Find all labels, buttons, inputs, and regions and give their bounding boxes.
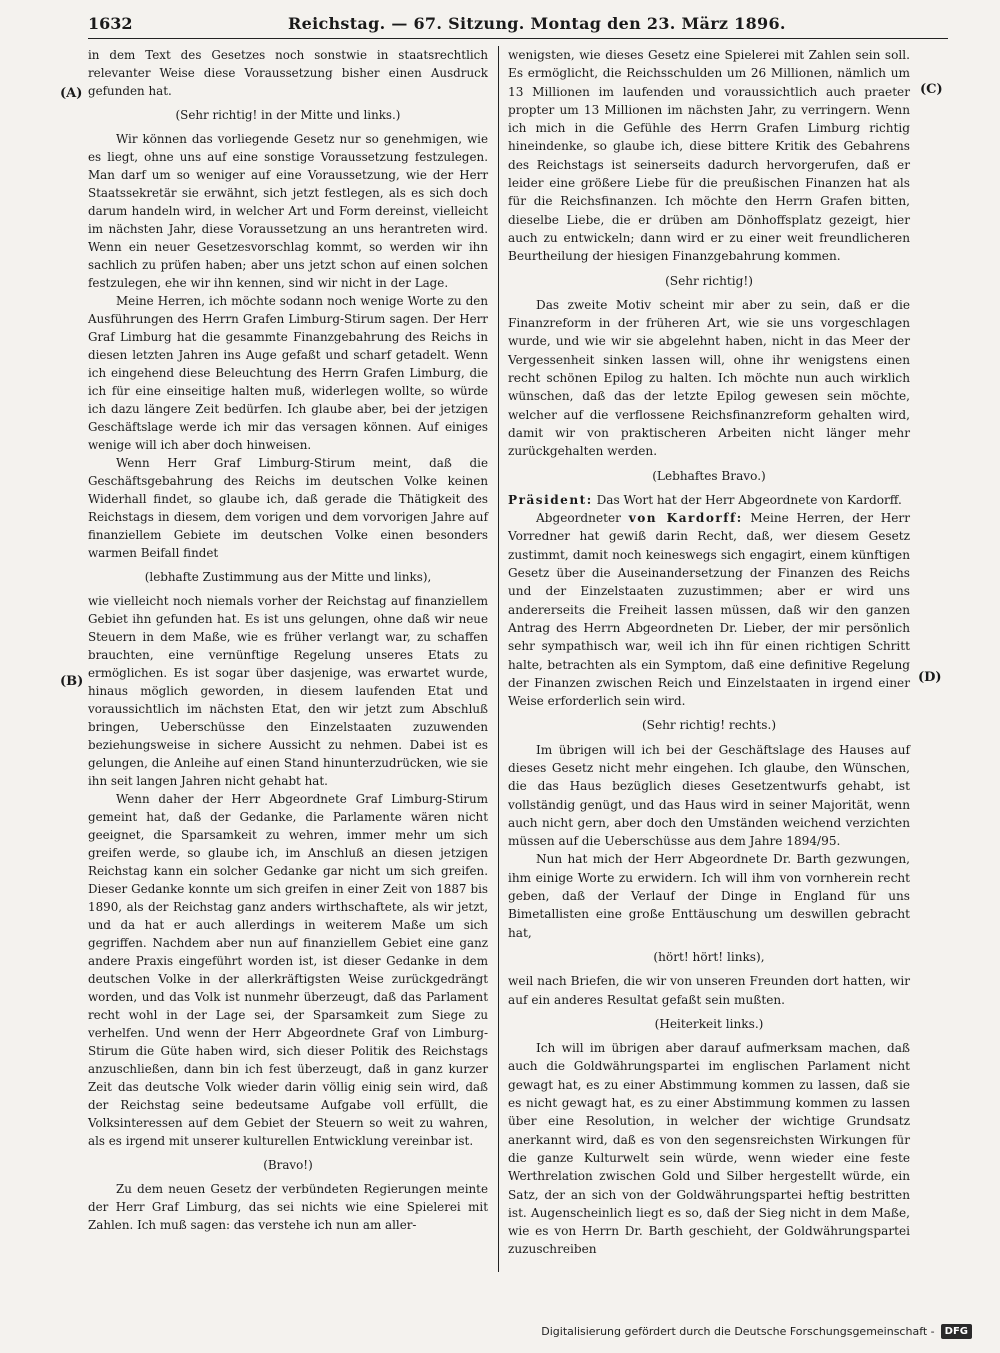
body-paragraph: Nun hat mich der Herr Abgeordnete Dr. Barth gezwungen, ihm einige Worte zu erwidern. Ich will ihm von vornherein recht geben, daß der Verlauf der Dinge in England für uns Bimetallisten eine große Enttäuschung um deswillen gebracht hat, [508,852,910,940]
interjection: (Bravo!) [263,1158,313,1172]
column-divider [498,46,499,1272]
interjection: (Sehr richtig! in der Mitte und links.) [175,108,401,122]
speech-text: Meine Herren, der Herr Vorredner hat gewiß darin Recht, daß, wer diesem Gesetz zustimmt, damit noch keineswegs sich engagirt, einem künftigen Gesetz über die Auseinandersetzung der Finanzen des Reichs und der Einzelstaaten zuzustimmen; aber er wird uns andererseits die Freiheit lassen müssen, daß wir den ganzen Antrag des Herrn Abgeordneten Dr. Lieber, der mir persönlich sehr sympathisch war, weil ich ihn für einen richtigen Schritt halte, betrachten als ein Symptom, daß eine definitive Regelung der Finanzen zwischen Reich und Einzelstaaten in irgend einer Weise erforderlich sein wird. [508,511,910,709]
body-paragraph: Im übrigen will ich bei der Geschäftslage des Hauses auf dieses Gesetz nicht mehr eingehen. Ich glaube, den Wünschen, die das Haus bezüglich dieses Gesetzentwurfs gehabt, ist vollständig genügt, und das Haus wird in seiner Majorität, wenn auch nicht gern, aber doch den Umständen weichend verzichten müssen auf die Ueberschüsse aus dem Jahre 1894/95. [508,742,910,849]
margin-marker-c: (C) [920,82,943,97]
page-footer [541,1324,972,1339]
interjection: (Sehr richtig! rechts.) [641,718,777,733]
speaker-name: von Kardorff: [628,511,743,526]
interjection: (Heiterkeit links.) [654,1016,764,1031]
body-paragraph: Meine Herren, ich möchte sodann noch wenige Worte zu den Ausführungen des Herrn Grafen Limburg-Stirum sagen. Der Herr Graf Limburg hat die gesammte Finanzgebahrung des Reichs in diesen letzten Jahren ins Auge gefaßt und scharf getadelt. Wenn ich eingehend diese Beleuchtung des Herrn Grafen Limburg, die ich für eine einseitige halten muß, widerlegen wollte, so würde ich dazu längere Zeit bedürfen. Ich glaube aber, bei der jetzigen Geschäftslage werde ich mir das versagen können. Auf einiges wenige will ich aber doch hinweisen. [88,294,488,452]
margin-marker-b: (B) [60,674,84,689]
page-number: 1632 [88,14,133,33]
right-column [508,46,910,1259]
left-column [88,46,488,1234]
body-paragraph: Wenn daher der Herr Abgeordnete Graf Limburg-Stirum gemeint hat, daß der Gedanke, die Parlamente wären nicht geeignet, die Sparsamkeit zu wehren, immer mehr um sich greifen werde, so glaube ich, im Anschluß an diesen jetzigen Reichstag kann ein solcher Gedanke gar nicht um sich greifen. Dieser Gedanke konnte um sich greifen in einer Zeit von 1887 bis 1890, als der Reichstag ganz anders wirthschaftete, als wir jetzt, und da hat er auch allerdings in weiterem Maße um sich gegriffen. Nachdem aber nun auf finanziellem Gebiet eine ganz andere Praxis eingeführt worden ist, ist dieser Gedanke in dem deutschen Volke in der allerkräftigsten Weise zurückgedrängt worden, und das Volk ist nunmehr überzeugt, daß das Parlament recht wohl in der Lage sei, der Sparsamkeit zum Siege zu verhelfen. Und wenn der Herr Abgeordnete Graf von Limburg-Stirum die Güte haben wird, sich dieser Politik des Reichstags anzuschließen, dann bin ich fest überzeugt, daß in ganz kurzer Zeit das deutsche Volk wieder darin völlig einig sein wird, daß der Reichstag seine bedeutsame Aufgabe voll erfüllt, die Volksinteressen auf dem Gebiet der Steuern so weit zu wahren, als es irgend mit unserer kulturellen Entwicklung vereinbar ist. [88,792,488,1148]
body-paragraph: Zu dem neuen Gesetz der verbündeten Regierungen meinte der Herr Graf Limburg, das sei nichts wie eine Spielerei mit Zahlen. Ich muß sagen: das verstehe ich nun am aller- [88,1182,488,1232]
interjection: (hört! hört! links), [653,949,765,964]
dfg-logo: DFG [941,1324,972,1339]
speaker-name: Präsident: [508,492,593,507]
body-paragraph: in dem Text des Gesetzes noch sonstwie in staatsrechtlich relevanter Weise diese Voraussetzung bisher einen Ausdruck gefunden hat. [88,48,488,98]
margin-marker-d: (D) [918,670,942,685]
speaker-title: Abgeordneter [536,511,621,526]
body-paragraph: wenigsten, wie dieses Gesetz eine Spielerei mit Zahlen sein soll. Es ermöglicht, die Reichsschulden um 26 Millionen, nämlich um 13 Millionen im laufenden und voraussichtlich auch praeter propter um 13 Millionen im nächsten Jahr, zu verringern. Wenn ich mich in die Gefühle des Herrn Grafen Limburg richtig hineindenke, so glaube ich, diese bittere Kritik des Gebahrens des Reichstags ist seinerseits dadurch hervorgerufen, daß er leider eine größere Liebe für die preußischen Finanzen hat als für die Reichsfinanzen. Ich möchte den Herrn Grafen bitten, dieselbe Liebe, die er drüben am Dönhoffsplatz gezeigt, hier auch zu entwickeln; dann wird er zu einer weit freundlicheren Beurtheilung der hiesigen Finanzgebahrung kommen. [508,48,910,264]
body-paragraph: Wir können das vorliegende Gesetz nur so genehmigen, wie es liegt, ohne uns auf eine sonstige Voraussetzung festzulegen. Man darf um so weniger auf eine Voraussetzung, wie der Herr Staatssekretär sie erwähnt, sich jetzt festlegen, als es sich doch darum handeln wird, in welcher Art und Form dereinst, vielleicht im nächsten Jahr, diese Voraussetzung an uns herantreten wird. Wenn ein neuer Gesetzesvorschlag kommt, so werden wir ihn sachlich zu prüfen haben; aber uns jetzt schon auf einen solchen festzulegen, ehe wir ihn kennen, sind wir nicht in der Lage. [88,132,488,290]
body-paragraph: Wenn Herr Graf Limburg-Stirum meint, daß die Geschäftsgebahrung des Reichs im deutschen Volke keinen Widerhall findet, so glaube ich, daß gerade die Thätigkeit des Reichstags in diesem, dem vorigen und dem vorvorigen Jahre auf finanziellem Gebiete im deutschen Volke einen besonders warmen Beifall findet [88,456,488,560]
margin-marker-a: (A) [60,86,83,101]
body-paragraph: wie vielleicht noch niemals vorher der Reichstag auf finanziellem Gebiet ihn gefunden hat. Es ist uns gelungen, ohne daß wir neue Steuern in dem Maße, wie es früher verlangt war, zu schaffen brauchten, eine vernünftige Regelung unseres Etats zu ermöglichen. Es ist sogar über dasjenige, was erwartet wurde, hinaus möglich geworden, in diesem laufenden Etat und voraussichtlich im nächsten Etat, den wir jetzt zum Abschluß bringen, Ueberschüsse den Einzelstaaten zuzuwenden beziehungsweise in sichere Aussicht zu nehmen. Dabei ist es gelungen, die Anleihe auf einen Stand hinunterzudrücken, wie sie ihn seit langen Jahren nicht gehabt hat. [88,594,488,788]
interjection: (Lebhaftes Bravo.) [652,468,766,483]
interjection: (lebhafte Zustimmung aus der Mitte und links), [144,570,432,584]
interjection: (Sehr richtig!) [665,273,753,288]
body-paragraph: Das zweite Motiv scheint mir aber zu sein, daß er die Finanzreform in der früheren Art, wie sie uns vorgeschlagen wurde, und wie wir sie abgelehnt haben, nicht in das Meer der Vergessenheit sinken lassen will, ohne ihr wenigstens einen recht schönen Epilog zu halten. Ich möchte nun auch wirklich wünschen, daß das der letzte Epilog gewesen sein möchte, welcher auf die verflossene Reichsfinanzreform gehalten wird, damit wir von praktischeren Arbeiten nicht länger mehr zurückgehalten werden. [508,297,910,459]
speaker-paragraph [508,491,910,509]
speaker-paragraph [508,509,910,710]
footer-credit: Digitalisierung gefördert durch die Deutsche Forschungsgemeinschaft - [541,1325,935,1338]
speech-text: Das Wort hat der Herr Abgeordnete von Kardorff. [596,492,902,507]
page-header [88,10,948,39]
body-paragraph: Ich will im übrigen aber darauf aufmerksam machen, daß auch die Goldwährungspartei im englischen Parlament nicht gewagt hat, es zu einer Abstimmung kommen zu lassen, daß sie es nicht gewagt hat, es zu einer Abstimmung kommen zu lassen über eine Resolution, in welcher der wichtige Grundsatz anerkannt wird, daß es von den segensreichsten Wirkungen für die ganze Kulturwelt sein würde, wenn wieder eine feste Werthrelation zwischen Gold und Silber hergestellt würde, ein Satz, der an sich von der Goldwährungspartei heftig bestritten ist. Augenscheinlich liegt es so, daß der Sieg nicht in dem Maße, wie es von Herrn Dr. Barth geschieht, der Goldwährungspartei zuzuschreiben [508,1041,910,1257]
body-paragraph: weil nach Briefen, die wir von unseren Freunden dort hatten, wir auf ein anderes Resultat gefaßt sein mußten. [508,974,910,1007]
running-title: Reichstag. — 67. Sitzung. Montag den 23. März 1896. [288,14,786,33]
